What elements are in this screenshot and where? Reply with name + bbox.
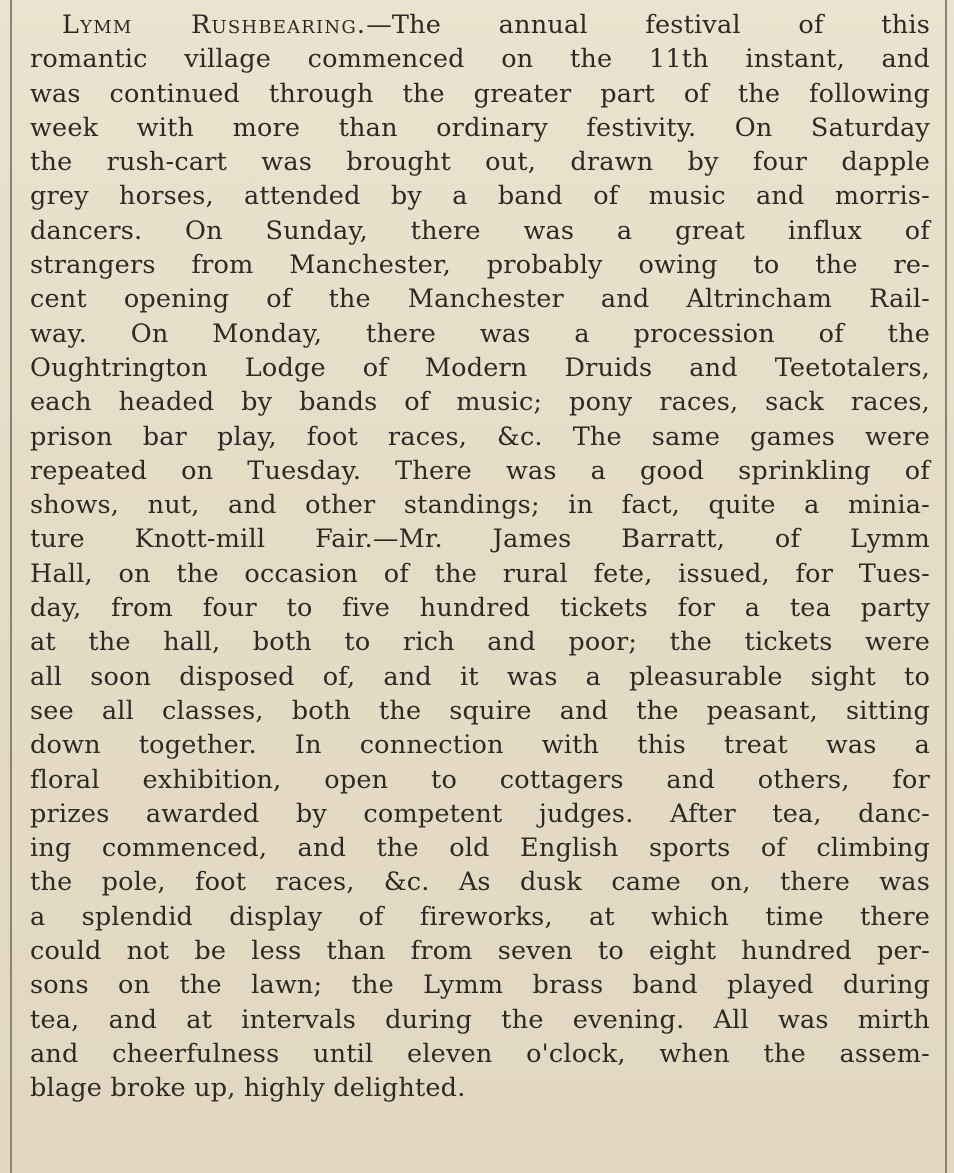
- article-first-line-text: —The annual festival of this: [366, 10, 930, 40]
- article-line: grey horses, attended by a band of music and morris-: [30, 181, 930, 212]
- article-headline: Lymm Rushbearing.: [62, 10, 367, 40]
- article-line: each headed by bands of music; pony races, sack races,: [30, 387, 930, 418]
- article-line-1: [30, 8, 930, 42]
- article-body: [30, 8, 930, 1106]
- column-rule-left: [10, 0, 12, 1173]
- article-line: sons on the lawn; the Lymm brass band played during: [30, 970, 930, 1001]
- article-line: see all classes, both the squire and the peasant, sitting: [30, 695, 930, 726]
- article-line: the pole, foot races, &c. As dusk came on, there was: [30, 867, 930, 898]
- article-line: day, from four to five hundred tickets for a tea party: [30, 593, 930, 624]
- article-line: Hall, on the occasion of the rural fete, issued, for Tues-: [30, 558, 930, 589]
- article-line: way. On Monday, there was a procession of the: [30, 318, 930, 349]
- article-line: ture Knott-mill Fair.—Mr. James Barratt, of Lymm: [30, 524, 930, 555]
- column-rule-right: [945, 0, 947, 1173]
- article-line: was continued through the greater part of the following: [30, 78, 930, 109]
- article-line: prison bar play, foot races, &c. The same games were: [30, 421, 930, 452]
- article-line: floral exhibition, open to cottagers and others, for: [30, 764, 930, 795]
- article-line: the rush-cart was brought out, drawn by four dapple: [30, 147, 930, 178]
- article-line: romantic village commenced on the 11th instant, and: [30, 44, 930, 75]
- article-line: shows, nut, and other standings; in fact, quite a minia-: [30, 490, 930, 521]
- article-line: week with more than ordinary festivity. On Saturday: [30, 112, 930, 143]
- article-line: at the hall, both to rich and poor; the tickets were: [30, 627, 930, 658]
- article-line-last: blage broke up, highly delighted.: [30, 1073, 466, 1104]
- article-line: prizes awarded by competent judges. After tea, danc-: [30, 798, 930, 829]
- article-line: and cheerfulness until eleven o'clock, when the assem-: [30, 1038, 930, 1069]
- article-line: strangers from Manchester, probably owing to the re-: [30, 250, 930, 281]
- article-line: repeated on Tuesday. There was a good sprinkling of: [30, 455, 930, 486]
- article-line: Oughtrington Lodge of Modern Druids and Teetotalers,: [30, 352, 930, 383]
- article-line: ing commenced, and the old English sports of climbing: [30, 833, 930, 864]
- article-line: all soon disposed of, and it was a pleasurable sight to: [30, 661, 930, 692]
- article-line: a splendid display of fireworks, at which time there: [30, 901, 930, 932]
- article-line: down together. In connection with this treat was a: [30, 730, 930, 761]
- article-line: cent opening of the Manchester and Altrincham Rail-: [30, 284, 930, 315]
- article-line: tea, and at intervals during the evening. All was mirth: [30, 1004, 930, 1035]
- article-line: dancers. On Sunday, there was a great influx of: [30, 215, 930, 246]
- article-line: could not be less than from seven to eight hundred per-: [30, 936, 930, 967]
